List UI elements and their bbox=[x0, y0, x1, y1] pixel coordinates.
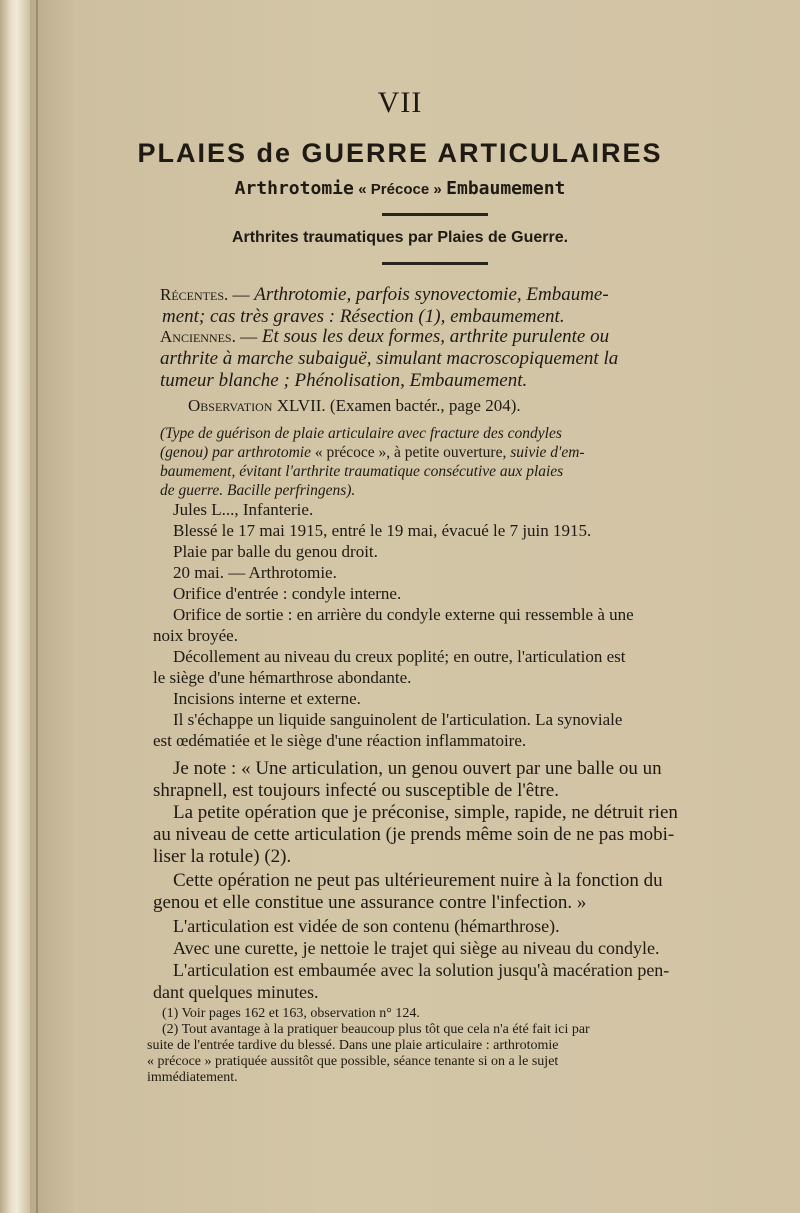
observation-summary bbox=[160, 424, 735, 500]
quote-line: dant quelques minutes. bbox=[153, 982, 319, 1002]
footnote: immédiatement. bbox=[147, 1070, 238, 1085]
anciennes-line1: Et sous les deux formes, arthrite purulente ou bbox=[261, 326, 610, 347]
body-line: Orifice d'entrée : condyle interne. bbox=[173, 584, 402, 603]
summary-line2c: suivie d'em- bbox=[510, 444, 585, 461]
anciennes-line3: tumeur blanche ; Phénolisation, Embaumement. bbox=[160, 370, 528, 391]
footnote: « précoce » pratiquée aussitôt que possible, séance tenante si on a le sujet bbox=[147, 1054, 559, 1069]
summary-line2a: (genou) par arthrotomie bbox=[160, 444, 311, 461]
body-line: Il s'échappe un liquide sanguinolent de l'articulation. La synoviale bbox=[173, 710, 623, 729]
body-line: Décollement au niveau du creux poplité; en outre, l'articulation est bbox=[173, 647, 626, 666]
section-heading: Arthrites traumatiques par Plaies de Guerre. bbox=[231, 229, 569, 246]
footnote: (1) Voir pages 162 et 163, observation n° 124. bbox=[162, 1006, 420, 1021]
summary-line3: baumement, évitant l'arthrite traumatique consécutive aux plaies bbox=[160, 463, 564, 480]
subtitle-part3: Embaumement bbox=[446, 178, 566, 199]
recentes-paragraph bbox=[160, 284, 730, 328]
body-line: Jules L..., Infanterie. bbox=[173, 500, 314, 519]
footnote: suite de l'entrée tardive du blessé. Dans une plaie articulaire : arthrotomie bbox=[147, 1038, 559, 1053]
summary-line2b: « précoce », à petite ouverture, bbox=[314, 444, 507, 461]
quote-line: Je note : « Une articulation, un genou ouvert par une balle ou un bbox=[173, 758, 662, 779]
body-line: est œdématiée et le siège d'une réaction inflammatoire. bbox=[153, 731, 527, 750]
divider-top bbox=[382, 213, 488, 216]
page-title: PLAIES de GUERRE ARTICULAIRES bbox=[137, 138, 663, 168]
summary-line1: (Type de guérison de plaie articulaire avec fracture des condyles bbox=[160, 425, 562, 442]
body-line: Incisions interne et externe. bbox=[173, 689, 361, 708]
quote-line: au niveau de cette articulation (je prends même soin de ne pas mobi- bbox=[153, 824, 675, 845]
recentes-line2: ment; cas très graves : Résection (1), embaumement. bbox=[162, 306, 565, 327]
quote-line: shrapnell, est toujours infecté ou susceptible de l'être. bbox=[153, 780, 559, 801]
body-line: Orifice de sortie : en arrière du condyle externe qui ressemble à une bbox=[173, 605, 634, 624]
quote-line: Cette opération ne peut pas ultérieurement nuire à la fonction du bbox=[173, 870, 663, 891]
anciennes-paragraph bbox=[160, 326, 730, 392]
divider-bottom bbox=[382, 262, 488, 265]
recentes-line1: Arthrotomie, parfois synovectomie, Embaume- bbox=[254, 284, 609, 305]
body-line: 20 mai. — Arthrotomie. bbox=[173, 563, 337, 582]
quote-line: L'articulation est embaumée avec la solution jusqu'à macération pen- bbox=[173, 960, 670, 980]
body-line: noix broyée. bbox=[153, 626, 238, 645]
quote-line: genou et elle constitue une assurance contre l'infection. » bbox=[153, 892, 587, 913]
anciennes-label: Anciennes. — bbox=[160, 327, 258, 346]
summary-line4: de guerre. Bacille perfringens). bbox=[160, 482, 356, 499]
anciennes-line2: arthrite à marche subaiguë, simulant macroscopiquement la bbox=[160, 348, 619, 369]
quote-line: L'articulation est vidée de son contenu (hémarthrose). bbox=[173, 916, 560, 936]
subtitle-part1: Arthrotomie bbox=[234, 178, 354, 199]
recentes-label: Récentes. — bbox=[160, 285, 250, 304]
quote-line: liser la rotule) (2). bbox=[153, 846, 292, 867]
observation-rest: (Examen bactér., page 204). bbox=[329, 396, 521, 415]
subtitle bbox=[0, 178, 800, 199]
body-line: Blessé le 17 mai 1915, entré le 19 mai, évacué le 7 juin 1915. bbox=[173, 521, 592, 540]
observation-heading bbox=[188, 396, 521, 416]
observation-number: XLVII. bbox=[276, 396, 326, 415]
quote-line: La petite opération que je préconise, simple, rapide, ne détruit rien bbox=[173, 802, 678, 823]
body-line: Plaie par balle du genou droit. bbox=[173, 542, 378, 561]
body-line: le siège d'une hémarthrose abondante. bbox=[153, 668, 412, 687]
subtitle-part2: « Précoce » bbox=[358, 181, 442, 198]
chapter-number: VII bbox=[377, 86, 423, 119]
observation-label: Observation bbox=[188, 396, 273, 415]
quote-line: Avec une curette, je nettoie le trajet qui siège au niveau du condyle. bbox=[173, 938, 660, 958]
footnote: (2) Tout avantage à la pratiquer beaucoup plus tôt que cela n'a été fait ici par bbox=[162, 1022, 590, 1037]
